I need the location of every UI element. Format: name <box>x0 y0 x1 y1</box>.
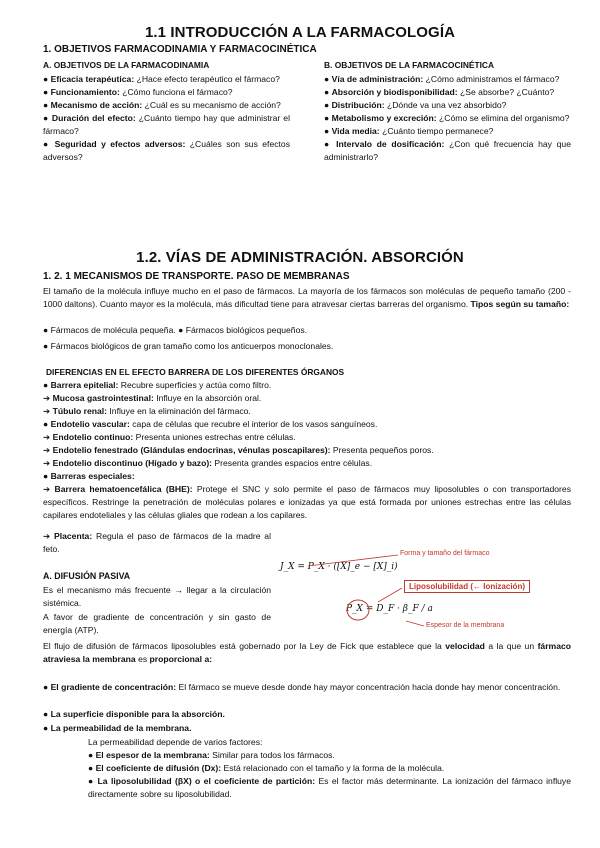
placenta-paragraph: ➔ Placenta: Regula el paso de fármacos de la madre al feto. <box>43 531 271 554</box>
bhe-paragraph: ➔ Barrera hematoencefálica (BHE): Protege el SNC y solo permite el paso de fármacos muy liposolubles o con transportadores específicos. Restringe la penetración de moléculas polares e ionizadas ya que está formada por uniones estrechas entre las células capilares endoteliales y las células gliales que rodean a los capilares. <box>43 484 571 520</box>
barrier-list <box>43 379 571 522</box>
list-item: ● Vía de administración: ¿Cómo administramos el fármaco? <box>324 74 560 84</box>
list-item: ● Duración del efecto: ¿Cuánto tiempo hay que administrar el fármaco? <box>43 113 290 136</box>
list-item: ● La liposolubilidad (βX) o el coeficiente de partición: Es el factor más determinante. La ionización del fármaco influye directamente sobre su liposolubilidad. <box>88 776 571 799</box>
barrier-heading: DIFERENCIAS EN EL EFECTO BARRERA DE LOS DIFERENTES ÓRGANOS <box>46 367 345 377</box>
permeability-item: ● La permeabilidad de la membrana. <box>43 723 192 733</box>
list-item: ● Seguridad y efectos adversos: ¿Cuáles son sus efectos adversos? <box>43 139 290 162</box>
list-item: ● Intervalo de dosificación: ¿Con qué frecuencia hay que administrarlo? <box>324 139 571 162</box>
colB-list <box>324 73 571 164</box>
annotation-arrows <box>278 542 578 637</box>
surface-item: ● La superficie disponible para la absorción. <box>43 709 225 719</box>
fick-formula-figure <box>278 542 578 637</box>
list-item: ➔ Túbulo renal: Influye en la eliminación del fármaco. <box>43 406 251 416</box>
shape-arrow <box>308 555 398 566</box>
section1-title: 1.1 INTRODUCCIÓN A LA FARMACOLOGÍA <box>144 24 456 41</box>
colA-heading: A. OBJETIVOS DE LA FARMACODINAMIA <box>43 60 210 70</box>
intro-paragraph: El tamaño de la molécula influye mucho en el paso de fármacos. La mayoría de los fármacos son moléculas de pequeño tamaño (200 - 1000 daltons). Cuanto mayor es la molécula, más dificultad tiene para atravesar ciertas barreras del organismo. Tipos según su tamaño: <box>43 286 571 309</box>
px-circle <box>347 600 369 620</box>
types-line-2: ● Fármacos biológicos de gran tamaño como los anticuerpos monoclonales. <box>43 341 334 351</box>
list-item: ➔ Endotelio fenestrado (Glándulas endocrinas, vénulas poscapilares): Presenta pequeños poros. <box>43 445 434 455</box>
thickness-arrow <box>406 621 424 626</box>
liposolubility-label: Liposolubilidad (← Ionización) <box>404 580 530 593</box>
list-item: ● Eficacia terapéutica: ¿Hace efecto terapéutico el fármaco? <box>43 74 280 84</box>
list-item: ● Endotelio vascular: capa de células que recubre el interior de los vasos sanguíneos. <box>43 419 378 429</box>
list-item: ➔ Endotelio continuo: Presenta uniones estrechas entre células. <box>43 432 296 442</box>
list-item: ➔ Endotelio discontinuo (Hígado y bazo): Presenta grandes espacios entre células. <box>43 458 373 468</box>
shape-label: Forma y tamaño del fármaco <box>400 550 490 557</box>
diffusion-line-2: A favor de gradiente de concentración y sin gasto de energía (ATP). <box>43 612 271 635</box>
gradient-paragraph: ● El gradiente de concentración: El fármaco se mueve desde donde hay mayor concentración hacia donde hay menor concentración. <box>43 682 561 692</box>
section1-subtitle: 1. OBJETIVOS FARMACODINAMIA Y FARMACOCINÉTICA <box>43 44 317 55</box>
list-item: ➔ Mucosa gastrointestinal: Influye en la absorción oral. <box>43 393 262 403</box>
permeability-intro: La permeabilidad depende de varios factores: <box>88 737 263 747</box>
thickness-label: Espesor de la membrana <box>426 622 505 629</box>
section2-subtitle: 1. 2. 1 MECANISMOS DE TRANSPORTE. PASO DE MEMBRANAS <box>43 271 350 282</box>
list-item: ● Barreras especiales: <box>43 471 135 481</box>
list-item: ● El coeficiente de difusión (Dx): Está relacionado con el tamaño y la forma de la molécula. <box>88 763 445 773</box>
list-item: ● Funcionamiento: ¿Cómo funciona el fármaco? <box>43 87 233 97</box>
flux-formula: J_X = P_X · ([X]_e − [X]_i) <box>280 562 398 572</box>
fick-paragraph: El flujo de difusión de fármacos liposolubles está gobernado por la Ley de Fick que establece que la velocidad a la que un fármaco atraviesa la membrana es proporcional a: <box>43 641 571 664</box>
list-item: ● El espesor de la membrana: Similar para todos los fármacos. <box>88 750 335 760</box>
list-item: ● Vida media: ¿Cuánto tiempo permanece? <box>324 126 494 136</box>
list-item: ● Metabolismo y excreción: ¿Cómo se elimina del organismo? <box>324 113 570 123</box>
types-line-1: ● Fármacos de molécula pequeña. ● Fármacos biológicos pequeños. <box>43 325 308 335</box>
section2-title: 1.2. VÍAS DE ADMINISTRACIÓN. ABSORCIÓN <box>136 249 464 266</box>
list-item: ● Mecanismo de acción: ¿Cuál es su mecanismo de acción? <box>43 100 281 110</box>
diffusion-heading: A. DIFUSIÓN PASIVA <box>43 571 131 581</box>
colB-heading: B. OBJETIVOS DE LA FARMACOCINÉTICA <box>324 60 494 70</box>
diffusion-line-1: Es el mecanismo más frecuente → llegar a la circulación sistémica. <box>43 585 271 608</box>
lipo-arrow <box>378 588 402 602</box>
permeability-formula: P_X = D_F · β_F / a <box>346 604 433 614</box>
list-item: ● Barrera epitelial: Recubre superficies y actúa como filtro. <box>43 380 272 390</box>
list-item: ● Absorción y biodisponibilidad: ¿Se absorbe? ¿Cuánto? <box>324 87 555 97</box>
colA-list <box>43 73 290 164</box>
list-item: ● Distribución: ¿Dónde va una vez absorbido? <box>324 100 507 110</box>
